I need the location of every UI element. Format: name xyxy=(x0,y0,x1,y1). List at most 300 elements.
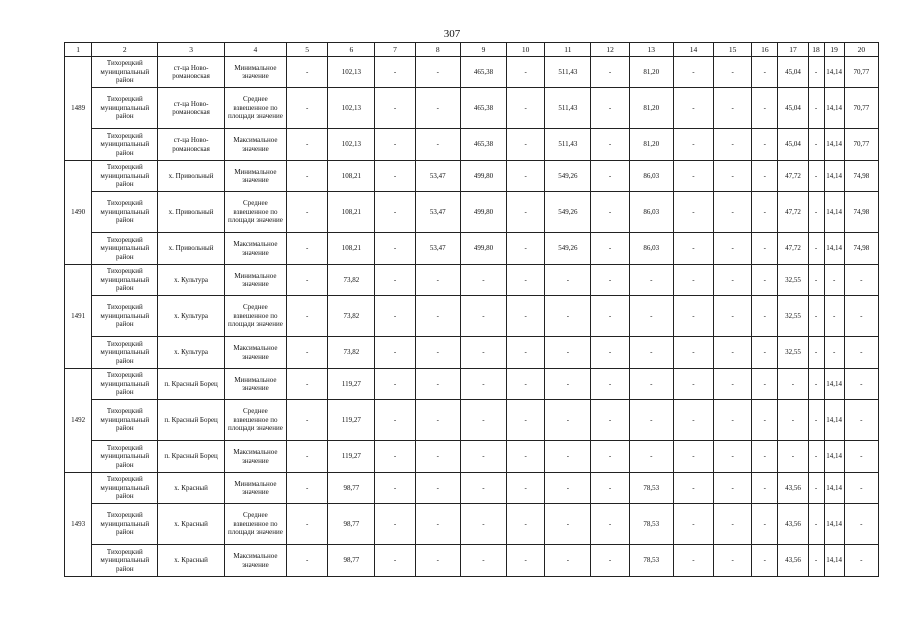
table-cell: - xyxy=(808,545,824,577)
table-cell: - xyxy=(545,265,591,296)
table-cell: - xyxy=(808,88,824,129)
region-cell: Тихорецкий муниципальный район xyxy=(92,192,158,233)
table-cell: 53,47 xyxy=(415,161,460,192)
table-cell: - xyxy=(460,369,506,400)
table-body xyxy=(65,57,879,577)
table-row xyxy=(65,129,879,161)
table-cell: - xyxy=(415,369,460,400)
table-cell: - xyxy=(591,88,629,129)
table-cell: - xyxy=(545,296,591,337)
measure-cell: Максимальное значение xyxy=(224,129,286,161)
table-cell: - xyxy=(375,369,415,400)
table-cell: - xyxy=(460,265,506,296)
column-header: 15 xyxy=(714,43,752,57)
region-cell: Тихорецкий муниципальный район xyxy=(92,233,158,265)
table-cell: - xyxy=(808,473,824,504)
table-cell: - xyxy=(591,233,629,265)
region-cell: Тихорецкий муниципальный район xyxy=(92,400,158,441)
table-cell: 74,98 xyxy=(844,233,878,265)
table-cell: - xyxy=(629,337,673,369)
table-cell: 14,14 xyxy=(824,233,844,265)
table-cell: - xyxy=(507,400,545,441)
column-header: 8 xyxy=(415,43,460,57)
column-header: 16 xyxy=(752,43,778,57)
settlement-cell: х. Привольный xyxy=(158,192,224,233)
table-cell: - xyxy=(844,337,878,369)
column-header: 20 xyxy=(844,43,878,57)
table-cell: - xyxy=(375,400,415,441)
table-cell: - xyxy=(673,233,713,265)
table-cell: - xyxy=(808,296,824,337)
table-cell: - xyxy=(287,88,328,129)
settlement-cell: х. Красный xyxy=(158,473,224,504)
table-cell: - xyxy=(460,441,506,473)
table-cell: - xyxy=(507,57,545,88)
settlement-cell: п. Красный Борец xyxy=(158,369,224,400)
table-cell: - xyxy=(673,337,713,369)
table-cell: - xyxy=(714,57,752,88)
measure-cell: Минимальное значение xyxy=(224,57,286,88)
table-cell: 108,21 xyxy=(328,233,375,265)
table-cell: - xyxy=(673,504,713,545)
table-cell: - xyxy=(545,369,591,400)
table-cell: - xyxy=(714,129,752,161)
table-cell: - xyxy=(714,400,752,441)
table-cell: - xyxy=(629,441,673,473)
table-cell: - xyxy=(824,265,844,296)
table-cell: - xyxy=(778,400,808,441)
table-cell: - xyxy=(673,473,713,504)
measure-cell: Среднее взвешенное по площади значение xyxy=(224,504,286,545)
table-cell: 499,80 xyxy=(460,233,506,265)
table-cell: - xyxy=(752,265,778,296)
table-cell: 14,14 xyxy=(824,192,844,233)
table-cell: 86,03 xyxy=(629,233,673,265)
region-cell: Тихорецкий муниципальный район xyxy=(92,545,158,577)
table-cell: - xyxy=(375,473,415,504)
region-cell: Тихорецкий муниципальный район xyxy=(92,504,158,545)
table-cell: - xyxy=(673,400,713,441)
settlement-cell: х. Культура xyxy=(158,296,224,337)
table-cell: - xyxy=(415,296,460,337)
measure-cell: Минимальное значение xyxy=(224,161,286,192)
region-cell: Тихорецкий муниципальный район xyxy=(92,265,158,296)
table-cell: - xyxy=(287,129,328,161)
table-cell: - xyxy=(460,504,506,545)
table-cell: 47,72 xyxy=(778,233,808,265)
region-cell: Тихорецкий муниципальный район xyxy=(92,473,158,504)
table-row xyxy=(65,161,879,192)
table-cell: - xyxy=(591,369,629,400)
table-cell: 73,82 xyxy=(328,337,375,369)
table-cell: 98,77 xyxy=(328,545,375,577)
region-cell: Тихорецкий муниципальный район xyxy=(92,88,158,129)
settlement-cell: ст-ца Ново-романовская xyxy=(158,129,224,161)
table-cell: - xyxy=(591,473,629,504)
table-cell: - xyxy=(287,545,328,577)
settlement-cell: х. Привольный xyxy=(158,233,224,265)
settlement-cell: х. Культура xyxy=(158,265,224,296)
table-cell: 119,27 xyxy=(328,400,375,441)
table-cell: 47,72 xyxy=(778,161,808,192)
table-cell: 45,04 xyxy=(778,88,808,129)
table-cell: 53,47 xyxy=(415,233,460,265)
table-cell: 86,03 xyxy=(629,161,673,192)
table-cell: - xyxy=(507,88,545,129)
table-cell: 108,21 xyxy=(328,192,375,233)
table-cell: - xyxy=(752,441,778,473)
column-header: 19 xyxy=(824,43,844,57)
table-cell: - xyxy=(752,400,778,441)
table-cell: - xyxy=(507,161,545,192)
table-cell: - xyxy=(673,161,713,192)
region-cell: Тихорецкий муниципальный район xyxy=(92,441,158,473)
data-table xyxy=(64,42,879,577)
table-cell: - xyxy=(591,337,629,369)
column-header: 13 xyxy=(629,43,673,57)
settlement-cell: п. Красный Борец xyxy=(158,400,224,441)
table-cell: 14,14 xyxy=(824,441,844,473)
table-cell: - xyxy=(375,296,415,337)
table-cell: - xyxy=(507,504,545,545)
table-cell: - xyxy=(844,400,878,441)
table-cell: - xyxy=(673,265,713,296)
region-cell: Тихорецкий муниципальный район xyxy=(92,129,158,161)
table-row xyxy=(65,400,879,441)
table-row xyxy=(65,192,879,233)
column-header: 3 xyxy=(158,43,224,57)
table-cell: 78,53 xyxy=(629,473,673,504)
table-cell: - xyxy=(591,296,629,337)
table-cell: 73,82 xyxy=(328,296,375,337)
table-cell: - xyxy=(287,400,328,441)
table-cell: - xyxy=(752,369,778,400)
table-cell: - xyxy=(507,129,545,161)
table-cell: - xyxy=(375,233,415,265)
table-cell: - xyxy=(460,545,506,577)
table-cell: - xyxy=(752,57,778,88)
table-cell: 73,82 xyxy=(328,265,375,296)
column-header: 1 xyxy=(65,43,92,57)
table-cell: - xyxy=(415,57,460,88)
column-header: 9 xyxy=(460,43,506,57)
table-cell: 98,77 xyxy=(328,504,375,545)
table-row xyxy=(65,473,879,504)
table-cell: 14,14 xyxy=(824,545,844,577)
table-row xyxy=(65,296,879,337)
table-cell: - xyxy=(808,369,824,400)
table-cell: - xyxy=(752,129,778,161)
table-cell: - xyxy=(415,337,460,369)
record-number: 1493 xyxy=(65,473,92,577)
table-cell: - xyxy=(673,57,713,88)
table-cell: - xyxy=(415,400,460,441)
table-cell: - xyxy=(507,545,545,577)
table-cell: - xyxy=(287,337,328,369)
table-cell: - xyxy=(591,441,629,473)
record-number: 1492 xyxy=(65,369,92,473)
table-cell: - xyxy=(507,192,545,233)
table-cell: - xyxy=(808,161,824,192)
table-cell: - xyxy=(752,473,778,504)
table-cell: 45,04 xyxy=(778,57,808,88)
table-cell: - xyxy=(375,441,415,473)
settlement-cell: х. Красный xyxy=(158,504,224,545)
table-cell: - xyxy=(824,337,844,369)
table-cell: - xyxy=(629,296,673,337)
measure-cell: Среднее взвешенное по площади значение xyxy=(224,400,286,441)
table-cell: 102,13 xyxy=(328,129,375,161)
column-header: 5 xyxy=(287,43,328,57)
table-cell: 14,14 xyxy=(824,504,844,545)
table-cell: 14,14 xyxy=(824,88,844,129)
table-row xyxy=(65,369,879,400)
table-cell: - xyxy=(673,192,713,233)
table-cell: - xyxy=(287,265,328,296)
table-cell: - xyxy=(844,369,878,400)
table-cell: - xyxy=(629,369,673,400)
column-header: 10 xyxy=(507,43,545,57)
table-cell: - xyxy=(824,296,844,337)
table-cell: - xyxy=(545,545,591,577)
table-cell: - xyxy=(629,400,673,441)
table-cell: - xyxy=(415,88,460,129)
table-cell: - xyxy=(375,161,415,192)
table-cell: - xyxy=(375,504,415,545)
settlement-cell: х. Красный xyxy=(158,545,224,577)
table-cell: - xyxy=(629,265,673,296)
table-cell: - xyxy=(287,296,328,337)
table-cell: - xyxy=(545,400,591,441)
table-cell: - xyxy=(673,296,713,337)
table-cell: 74,98 xyxy=(844,192,878,233)
table-cell: - xyxy=(714,192,752,233)
table-cell: - xyxy=(673,369,713,400)
table-cell: - xyxy=(714,233,752,265)
column-header: 17 xyxy=(778,43,808,57)
table-cell: - xyxy=(752,88,778,129)
table-cell: - xyxy=(375,57,415,88)
table-cell: 78,53 xyxy=(629,504,673,545)
table-cell: 14,14 xyxy=(824,400,844,441)
table-cell: 32,55 xyxy=(778,296,808,337)
table-cell: - xyxy=(673,88,713,129)
table-cell: - xyxy=(714,441,752,473)
table-cell: - xyxy=(844,473,878,504)
table-cell: - xyxy=(507,337,545,369)
table-cell: - xyxy=(545,337,591,369)
table-cell: - xyxy=(714,337,752,369)
table-cell: 43,56 xyxy=(778,473,808,504)
table-row xyxy=(65,337,879,369)
table-cell: - xyxy=(460,473,506,504)
region-cell: Тихорецкий муниципальный район xyxy=(92,337,158,369)
table-cell: 43,56 xyxy=(778,545,808,577)
table-cell: - xyxy=(287,233,328,265)
table-cell: 14,14 xyxy=(824,161,844,192)
table-row xyxy=(65,545,879,577)
table-cell: 53,47 xyxy=(415,192,460,233)
table-cell: 108,21 xyxy=(328,161,375,192)
table-cell: - xyxy=(752,545,778,577)
table-cell: 47,72 xyxy=(778,192,808,233)
table-cell: - xyxy=(752,192,778,233)
table-cell: - xyxy=(591,545,629,577)
region-cell: Тихорецкий муниципальный район xyxy=(92,161,158,192)
table-cell: 14,14 xyxy=(824,473,844,504)
region-cell: Тихорецкий муниципальный район xyxy=(92,296,158,337)
table-cell: - xyxy=(844,265,878,296)
table-cell: - xyxy=(752,296,778,337)
column-number-row xyxy=(65,43,879,57)
table-cell: - xyxy=(287,57,328,88)
table-cell: - xyxy=(808,400,824,441)
table-cell: 32,55 xyxy=(778,337,808,369)
table-cell: - xyxy=(673,545,713,577)
table-cell: - xyxy=(673,441,713,473)
table-cell: - xyxy=(287,369,328,400)
measure-cell: Максимальное значение xyxy=(224,337,286,369)
table-cell: - xyxy=(375,337,415,369)
table-cell: - xyxy=(714,161,752,192)
table-cell: - xyxy=(778,369,808,400)
table-cell: - xyxy=(808,337,824,369)
table-cell: - xyxy=(375,545,415,577)
table-cell: - xyxy=(808,441,824,473)
table-cell: - xyxy=(375,192,415,233)
table-cell: 549,26 xyxy=(545,161,591,192)
settlement-cell: х. Культура xyxy=(158,337,224,369)
table-cell: - xyxy=(752,233,778,265)
table-cell: 14,14 xyxy=(824,57,844,88)
table-cell: - xyxy=(545,504,591,545)
table-cell: - xyxy=(591,161,629,192)
table-cell: - xyxy=(714,473,752,504)
table-cell: 499,80 xyxy=(460,161,506,192)
region-cell: Тихорецкий муниципальный район xyxy=(92,369,158,400)
column-header: 2 xyxy=(92,43,158,57)
measure-cell: Минимальное значение xyxy=(224,473,286,504)
table-cell: - xyxy=(507,296,545,337)
table-cell: - xyxy=(808,129,824,161)
table-cell: 465,38 xyxy=(460,57,506,88)
table-cell: 102,13 xyxy=(328,57,375,88)
column-header: 18 xyxy=(808,43,824,57)
table-cell: - xyxy=(808,504,824,545)
region-cell: Тихорецкий муниципальный район xyxy=(92,57,158,88)
table-cell: 511,43 xyxy=(545,57,591,88)
table-cell: - xyxy=(287,441,328,473)
table-cell: - xyxy=(808,233,824,265)
table-cell: 465,38 xyxy=(460,88,506,129)
table-cell: - xyxy=(507,473,545,504)
table-cell: - xyxy=(287,504,328,545)
table-cell: - xyxy=(844,441,878,473)
measure-cell: Максимальное значение xyxy=(224,545,286,577)
measure-cell: Среднее взвешенное по площади значение xyxy=(224,88,286,129)
table-cell: 511,43 xyxy=(545,129,591,161)
table-cell: - xyxy=(673,129,713,161)
table-cell: 14,14 xyxy=(824,129,844,161)
table-cell: - xyxy=(714,369,752,400)
table-cell: - xyxy=(591,57,629,88)
table-cell: - xyxy=(714,265,752,296)
table-cell: - xyxy=(415,473,460,504)
table-cell: 70,77 xyxy=(844,57,878,88)
page-number: 307 xyxy=(443,28,461,40)
table-cell: - xyxy=(287,192,328,233)
table-cell: 119,27 xyxy=(328,441,375,473)
table-cell: 43,56 xyxy=(778,504,808,545)
table-cell: - xyxy=(415,265,460,296)
settlement-cell: ст-ца Ново-романовская xyxy=(158,88,224,129)
table-cell: - xyxy=(375,129,415,161)
table-cell: - xyxy=(545,441,591,473)
table-cell: - xyxy=(714,545,752,577)
table-cell: - xyxy=(591,504,629,545)
table-cell: - xyxy=(507,233,545,265)
table-cell: - xyxy=(591,400,629,441)
table-cell: 14,14 xyxy=(824,369,844,400)
table-cell: - xyxy=(287,161,328,192)
table-cell: 98,77 xyxy=(328,473,375,504)
table-cell: - xyxy=(591,192,629,233)
table-row xyxy=(65,233,879,265)
table-cell: - xyxy=(507,441,545,473)
table-row xyxy=(65,57,879,88)
settlement-cell: ст-ца Ново-романовская xyxy=(158,57,224,88)
record-number: 1490 xyxy=(65,161,92,265)
measure-cell: Максимальное значение xyxy=(224,441,286,473)
table-cell: - xyxy=(714,504,752,545)
table-cell: - xyxy=(375,88,415,129)
table-cell: 549,26 xyxy=(545,233,591,265)
table-cell: 70,77 xyxy=(844,88,878,129)
table-cell: 549,26 xyxy=(545,192,591,233)
table-row xyxy=(65,265,879,296)
table-cell: - xyxy=(415,504,460,545)
measure-cell: Минимальное значение xyxy=(224,369,286,400)
table-cell: - xyxy=(287,473,328,504)
table-cell: - xyxy=(415,441,460,473)
column-header: 4 xyxy=(224,43,286,57)
column-header: 12 xyxy=(591,43,629,57)
table-row xyxy=(65,88,879,129)
table-cell: 102,13 xyxy=(328,88,375,129)
table-cell: - xyxy=(415,545,460,577)
table-cell: - xyxy=(545,473,591,504)
column-header: 14 xyxy=(673,43,713,57)
table-cell: - xyxy=(415,129,460,161)
measure-cell: Среднее взвешенное по площади значение xyxy=(224,192,286,233)
table-row xyxy=(65,441,879,473)
settlement-cell: п. Красный Борец xyxy=(158,441,224,473)
table-cell: - xyxy=(808,57,824,88)
column-header: 11 xyxy=(545,43,591,57)
table-cell: 45,04 xyxy=(778,129,808,161)
table-cell: 81,20 xyxy=(629,129,673,161)
table-cell: 86,03 xyxy=(629,192,673,233)
table-cell: - xyxy=(375,265,415,296)
table-cell: - xyxy=(752,337,778,369)
table-cell: 74,98 xyxy=(844,161,878,192)
table-cell: - xyxy=(460,400,506,441)
table-cell: - xyxy=(591,129,629,161)
table-cell: - xyxy=(844,545,878,577)
table-cell: 465,38 xyxy=(460,129,506,161)
table-cell: 499,80 xyxy=(460,192,506,233)
table-cell: - xyxy=(460,337,506,369)
